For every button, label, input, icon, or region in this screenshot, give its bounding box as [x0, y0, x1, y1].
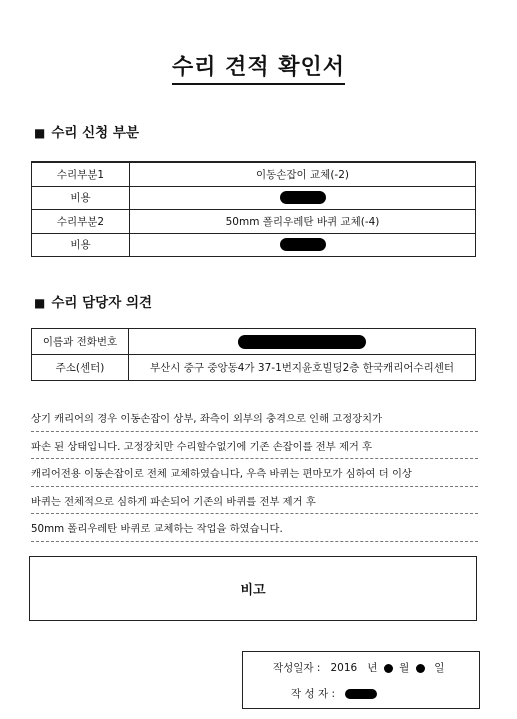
date-year: 2016 — [330, 662, 358, 674]
table-row — [32, 233, 476, 257]
repair-part2-label: 수리부분2 — [32, 210, 130, 234]
table-row — [32, 186, 476, 210]
opinion-line: 상기 캐리어의 경우 이동손잡이 상부, 좌측이 외부의 충격으로 인해 고정장치가 — [31, 404, 478, 432]
cost2-label: 비용 — [32, 233, 130, 257]
repair-part1-label: 수리부분1 — [32, 162, 130, 186]
month-unit: 월 — [399, 662, 410, 674]
year-unit: 년 — [367, 662, 378, 674]
cost1-value — [130, 186, 476, 210]
author-label: 작 성 자 : — [291, 688, 335, 700]
redaction-mark — [384, 664, 393, 673]
remarks-label: 비고 — [240, 583, 266, 598]
name-phone-value — [129, 329, 476, 355]
opinion-line: 캐리어전용 이동손잡이로 전체 교체하였습니다, 우측 바퀴는 편마모가 심하여 더 이상 — [31, 459, 478, 487]
opinion-text — [31, 404, 478, 542]
redaction-mark — [280, 238, 326, 251]
table-row — [32, 210, 476, 234]
name-phone-label: 이름과 전화번호 — [32, 329, 129, 355]
remarks-box — [29, 556, 477, 621]
cost2-value — [130, 233, 476, 257]
document-title: 수리 견적 확인서 — [0, 50, 517, 81]
address-label: 주소(센터) — [32, 355, 129, 381]
redaction-mark — [238, 335, 366, 349]
square-bullet-icon: ■ — [34, 126, 46, 140]
section-request-heading: ■ 수리 신청 부분 — [34, 125, 139, 141]
redaction-mark — [345, 689, 377, 699]
date-row — [273, 660, 444, 675]
opinion-line: 50mm 폴리우레탄 바퀴로 교체하는 작업을 하였습니다. — [31, 514, 478, 542]
table-row — [32, 162, 476, 186]
opinion-line: 파손 된 상태입니다. 고정장치만 수리할수없기에 기존 손잡이를 전부 제거 후 — [31, 432, 478, 460]
repair-part2-value: 50mm 폴리우레탄 바퀴 교체(-4) — [130, 210, 476, 234]
cost1-label: 비용 — [32, 186, 130, 210]
repair-part1-value: 이동손잡이 교체(-2) — [130, 162, 476, 186]
author-box — [242, 651, 480, 709]
address-value: 부산시 중구 중앙동4가 37-1번지윤호빌딩2층 한국캐리어수리센터 — [129, 355, 476, 381]
date-label: 작성일자 : — [273, 662, 321, 674]
opinion-line: 바퀴는 전체적으로 심하게 파손되어 기존의 바퀴를 전부 제거 후 — [31, 487, 478, 515]
redaction-mark — [416, 664, 425, 673]
square-bullet-icon: ■ — [34, 296, 46, 310]
author-row — [291, 686, 377, 701]
request-table — [31, 161, 476, 257]
day-unit: 일 — [434, 662, 445, 674]
table-row — [32, 329, 476, 355]
section-manager-heading: ■ 수리 담당자 의견 — [34, 295, 153, 311]
redaction-mark — [280, 191, 326, 204]
table-row — [32, 355, 476, 381]
manager-table — [31, 328, 476, 381]
